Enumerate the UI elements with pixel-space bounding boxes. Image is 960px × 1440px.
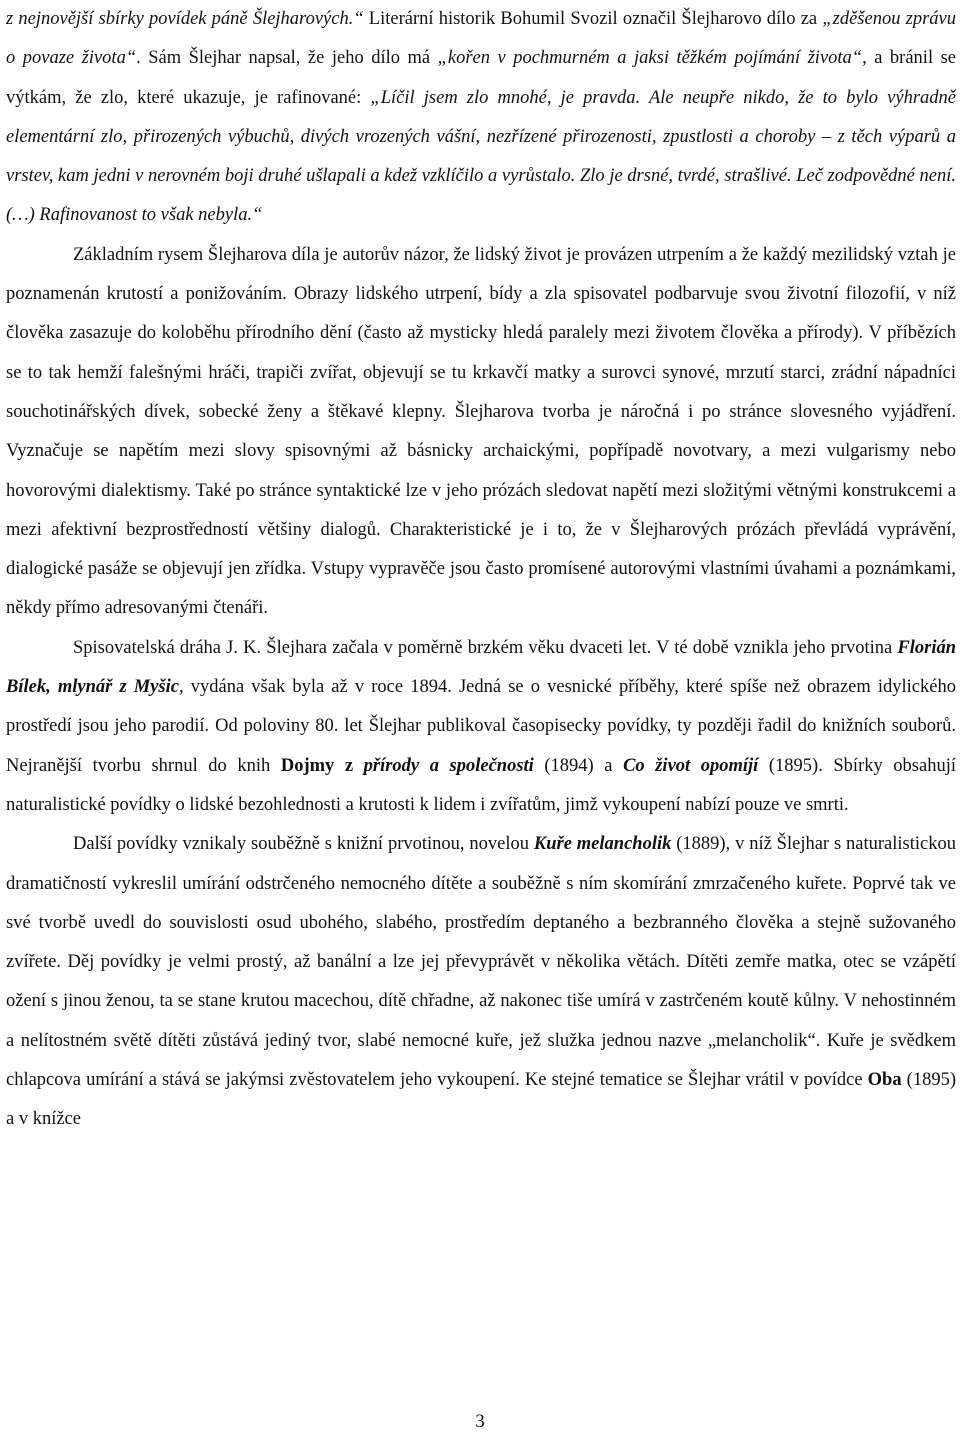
body-text: Další povídky vznikaly souběžně s knižní prvotinou, novelou: [73, 834, 534, 855]
body-text: (1894) a: [533, 755, 624, 776]
paragraph-kure-melancholik: [6, 825, 956, 1139]
work-title: Kuře melancholik: [533, 834, 672, 855]
work-title: přírody a společnosti: [363, 755, 534, 776]
quote-text: „kořen v pochmurném a jaksi těžkém pojímání života“: [437, 48, 863, 69]
body-text: . Sám Šlejhar napsal, že jeho dílo má: [136, 48, 438, 69]
paragraph-main-theme: Základním rysem Šlejharova díla je autorův názor, že lidský život je provázen utrpením a že každý mezilidský vztah je poznamenán krutostí a ponižováním. Obrazy lidského utrpení, bídy a zla spisovatel podbarvuje svou životní filozofií, v níž člověka zasazuje do koloběhu přírodního dění (často až mysticky hledá paralely mezi životem člověka a přírody). V příbězích se to tak hemží falešnými hráči, trapiči zvířat, objevují se tu krkavčí matky a surovci synové, mrzutí starci, zrádní nápadníci souchotinářských dívek, sobecké ženy a štěkavé klepny. Šlejharova tvorba je náročná i po stránce slovesného vyjádření. Vyznačuje se napětím mezi slovy spisovnými až básnicky archaickými, popřípadě novotvary, a mezi vulgarismy nebo hovorovými dialektismy. Také po stránce syntaktické lze v jeho prózách sledovat napětí mezi složitými větnými konstrukcemi a mezi afektivní bezprostředností většiny dialogů. Charakteristické je i to, že v Šlejharových prózách převládá vyprávění, dialogické pasáže se objevují jen zřídka. Vstupy vypravěče jsou často promísené autorovými vlastními úvahami a poznámkami, někdy přímo adresovanými čtenáři.: [6, 244, 956, 619]
quote-text: „zděšenou zprávu o povaze života“: [6, 9, 956, 69]
body-text: , vydána však byla až v roce 1894. Jedná se o vesnické příběhy, které spíše než obrazem idylického prostředí jsou jeho parodií. Od poloviny 80. let Šlejhar publikoval časopisecky povídky, ty později řadil do knižních souborů. Nejranější tvorbu shrnul do knih: [6, 677, 956, 776]
body-text: (1895). Sbírky obsahují naturalistické povídky o lidské bezohlednosti a krutosti k lidem i zvířatům, jimž vykoupení nabízí pouze ve smrti.: [6, 755, 956, 815]
body-text: (1895) a v knížce: [6, 1070, 956, 1130]
work-title: Co život opomíjí: [623, 755, 759, 776]
quote-text: „Líčil jsem zlo mnohé, je pravda. Ale neupře nikdo, že to bylo výhradně elementární zlo, přirozených výbuchů, divých vrozených vášní, nezřízené přirozenosti, zpustlosti a choroby – z těch výparů a vrstev, kam jedni v nerovném boji druhé ušlapali a kdež vzklíčilo a vyrůstalo. Zlo je drsné, tvrdé, strašlivé. Leč zodpovědné není. (…) Rafinovanost to však nebyla.“: [6, 87, 956, 226]
quote-text: z nejnovější sbírky povídek páně Šlejharových.“: [6, 9, 364, 29]
body-text: (1889), v níž Šlejhar s naturalistickou dramatičností vykreslil umírání odstrčeného nemocného dítěte a souběžně s ním skomírání zmrzačeného kuřete. Poprvé tak ve své tvorbě uvedl do souvislosti osud ubohého, slabého, prostředím deptaného a bezbranného člověka a stejně sužovaného zvířete. Děj povídky je velmi prostý, až banální a lze jej převyprávět v několika větách. Dítěti zemře matka, otec se vzápětí ožení s jinou ženou, ta se stane krutou macechou, dítě chřadne, až nakonec tiše umírá v zastrčeném koutě kůlny. V nehostinném a nelítostném světě dítěti zůstává jediný tvor, slabé nemocné kuře, jež služka jednou nazve „melancholik“. Kuře je svědkem chlapcova umírání a stává se jakýmsi zvěstovatelem jeho vykoupení. Ke stejné tematice se Šlejhar vrátil v povídce: [6, 834, 956, 1091]
work-title: Dojmy z: [280, 755, 364, 776]
work-title: Florián Bílek, mlynář z Myšic: [6, 637, 956, 698]
body-text: Spisovatelská dráha J. K. Šlejhara začala v poměrně brzkém věku dvaceti let. V té době vznikla jeho prvotina: [73, 637, 898, 658]
work-title: Oba: [867, 1070, 902, 1091]
body-text: , a bránil se výtkám, že zlo, které ukazuje, je rafinované:: [6, 48, 956, 108]
paragraph-intro-quote: [6, 0, 956, 236]
body-text: Literární historik Bohumil Svozil označil Šlejharovo dílo za: [363, 9, 823, 29]
page-number: 3: [475, 1411, 485, 1432]
paragraph-career: [6, 629, 956, 825]
document-page: [6, 0, 956, 1140]
